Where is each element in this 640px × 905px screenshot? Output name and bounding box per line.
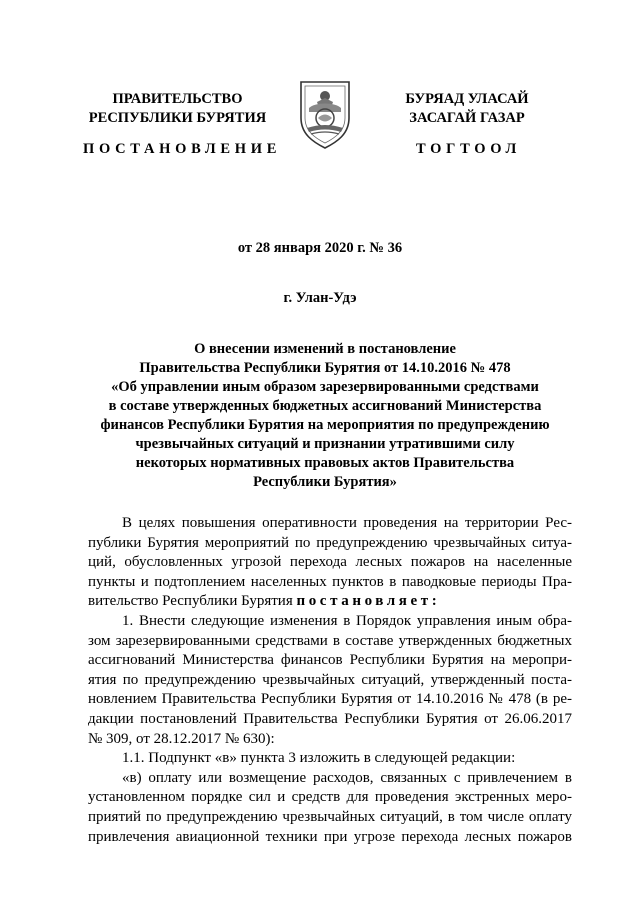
coat-of-arms-icon: [297, 78, 353, 150]
government-title-bua-line2: ЗАСАГАЙ ГАЗАР: [409, 110, 525, 126]
text-line: установленном порядке сил и средств для проведения экстренных меро-: [88, 789, 572, 806]
title-line: «Об управлении иным образом зарезервированными средствами: [111, 379, 539, 395]
text-line: 1.1. Подпункт «в» пункта 3 изложить в следующей редакции:: [122, 750, 516, 767]
text-line: ассигнований Министерства финансов Республики Бурятия на меропри-: [88, 652, 572, 669]
text-line: ятия по предупреждению чрезвычайных ситуаций, утвержденный поста-: [88, 671, 572, 688]
title-line: финансов Республики Бурятия на мероприятия по предупреждению: [100, 417, 550, 433]
government-title-ru: [85, 90, 270, 128]
text-line: приятий по предупреждению чрезвычайных ситуаций, в том числе оплату: [88, 808, 572, 825]
decree-label-ru: ПОСТАНОВЛЕНИЕ: [83, 141, 282, 157]
text-line: «в) оплату или возмещение расходов, связанных с привлечением в: [122, 769, 572, 786]
government-title-ru-line2: РЕСПУБЛИКИ БУРЯТИЯ: [88, 110, 267, 126]
government-title-bua-line1: БУРЯАД УЛАСАЙ: [405, 91, 529, 107]
title-line: Правительства Республики Бурятия от 14.10.2016 № 478: [139, 360, 511, 376]
document-city: г. Улан-Удэ: [283, 290, 357, 306]
text-line: В целях повышения оперативности проведения на территории Рес-: [122, 515, 572, 531]
text-line: привлечения авиационной техники при угрозе перехода лесных пожаров: [88, 828, 572, 845]
text-line: ций, обусловленных угрозой перехода лесных пожаров на населенные: [88, 554, 572, 571]
document-title: [85, 340, 565, 492]
decree-label-bua: ТОГТООЛ: [416, 141, 522, 157]
document-date-number: от 28 января 2020 г. № 36: [237, 240, 403, 256]
title-line: в составе утвержденных бюджетных ассигнований Министерства: [108, 398, 542, 414]
text-line-prefix: вительство Республики Бурятия: [88, 593, 297, 610]
government-title-bua: [382, 90, 552, 128]
resolution-word: постановляет:: [296, 593, 441, 610]
text-line: новлением Правительства Республики Бурятия от 14.10.2016 № 478 (в ре-: [88, 691, 572, 708]
title-line: чрезвычайных ситуаций и признании утратившими силу: [135, 436, 515, 452]
government-title-ru-line1: ПРАВИТЕЛЬСТВО: [112, 91, 243, 107]
title-line: Республики Бурятия»: [253, 474, 397, 490]
text-line: зом зарезервированными средствами в составе утвержденных бюджетных: [88, 632, 572, 649]
text-line: публики Бурятия мероприятий по предупреждению чрезвычайных ситуа-: [88, 534, 572, 551]
text-line: пункты и подтоплением населенных пунктов в паводковые периоды Пра-: [88, 573, 572, 590]
text-line: 1. Внести следующие изменения в Порядок управления иным обра-: [122, 613, 572, 629]
text-line: № 309, от 28.12.2017 № 630):: [88, 730, 275, 747]
title-line: некоторых нормативных правовых актов Правительства: [135, 455, 515, 471]
text-line: дакции постановлений Правительства Республики Бурятия от 26.06.2017: [88, 710, 572, 727]
preamble-paragraph: [88, 514, 572, 612]
article-1-paragraph: [88, 612, 572, 847]
title-line: О внесении изменений в постановление: [194, 341, 456, 357]
text-line: [88, 592, 572, 612]
